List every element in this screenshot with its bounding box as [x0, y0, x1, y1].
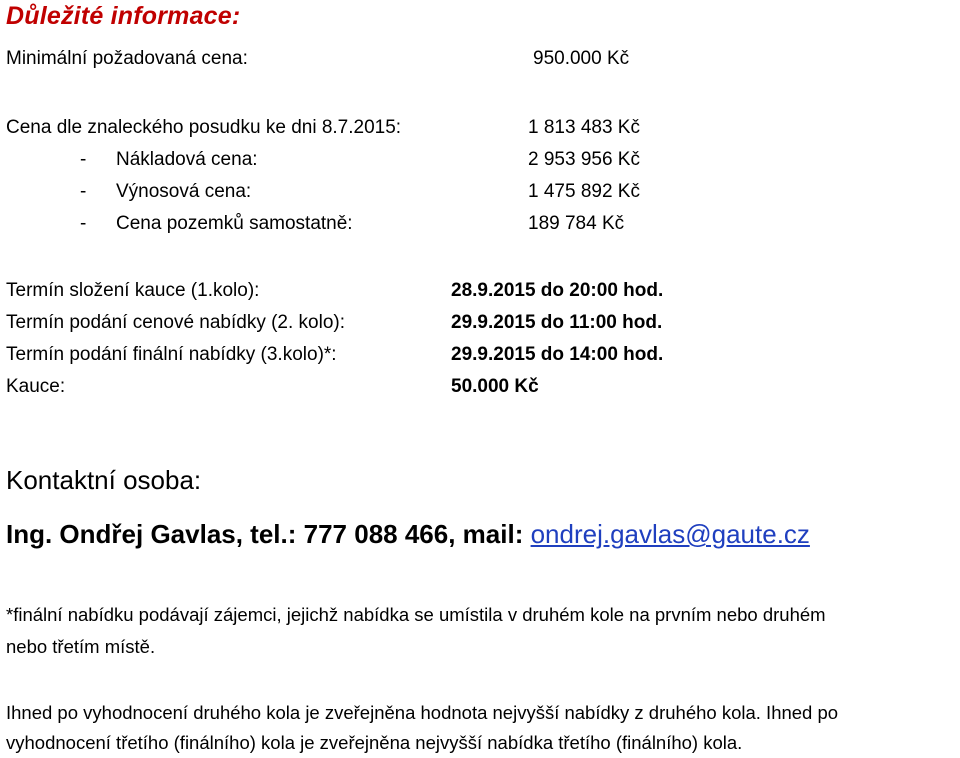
email-link[interactable]: ondrej.gavlas@gaute.cz: [530, 519, 810, 549]
deadline-label: Termín složení kauce (1.kolo):: [6, 280, 260, 301]
appraisal-item-label: Výnosová cena:: [116, 181, 252, 202]
appraisal-item-dash: -: [80, 149, 87, 170]
appraisal-item-dash: -: [80, 213, 87, 234]
min-price-value: 950.000 Kč: [533, 48, 630, 69]
appraisal-label: Cena dle znaleckého posudku ke dni 8.7.2015:: [6, 117, 402, 138]
min-price-label: Minimální požadovaná cena:: [6, 48, 248, 69]
page-title: Důležité informace:: [6, 2, 241, 30]
appraisal-value: 1 813 483 Kč: [528, 117, 640, 138]
appraisal-item-label: Nákladová cena:: [116, 149, 258, 170]
footnote-line: nebo třetím místě.: [6, 636, 156, 657]
deadline-value: 29.9.2015 do 14:00 hod.: [451, 344, 664, 365]
appraisal-item-value: 189 784 Kč: [528, 213, 625, 234]
appraisal-item-dash: -: [80, 181, 87, 202]
deadline-value: 28.9.2015 do 20:00 hod.: [451, 280, 664, 301]
deadline-label: Termín podání cenové nabídky (2. kolo):: [6, 312, 346, 333]
contact-title: Kontaktní osoba:: [6, 465, 202, 495]
info-line: Ihned po vyhodnocení druhého kola je zveřejněna hodnota nejvyšší nabídky z druhého kola. Ihned po: [6, 702, 839, 723]
contact-details: Ing. Ondřej Gavlas, tel.: 777 088 466, mail:: [6, 519, 531, 549]
deadline-label: Termín podání finální nabídky (3.kolo)*:: [6, 344, 337, 365]
footnote-line: *finální nabídku podávají zájemci, jejichž nabídka se umístila v druhém kole na prvním nebo druhém: [6, 604, 826, 625]
appraisal-item-value: 2 953 956 Kč: [528, 149, 640, 170]
deposit-label: Kauce:: [6, 376, 66, 397]
deadline-value: 29.9.2015 do 11:00 hod.: [451, 312, 663, 333]
appraisal-item-label: Cena pozemků samostatně:: [116, 213, 353, 234]
deposit-value: 50.000 Kč: [451, 376, 539, 397]
appraisal-item-value: 1 475 892 Kč: [528, 181, 640, 202]
info-line: vyhodnocení třetího (finálního) kola je zveřejněna nejvyšší nabídka třetího (finálního) kola.: [6, 732, 743, 753]
contact-line: [6, 519, 810, 550]
